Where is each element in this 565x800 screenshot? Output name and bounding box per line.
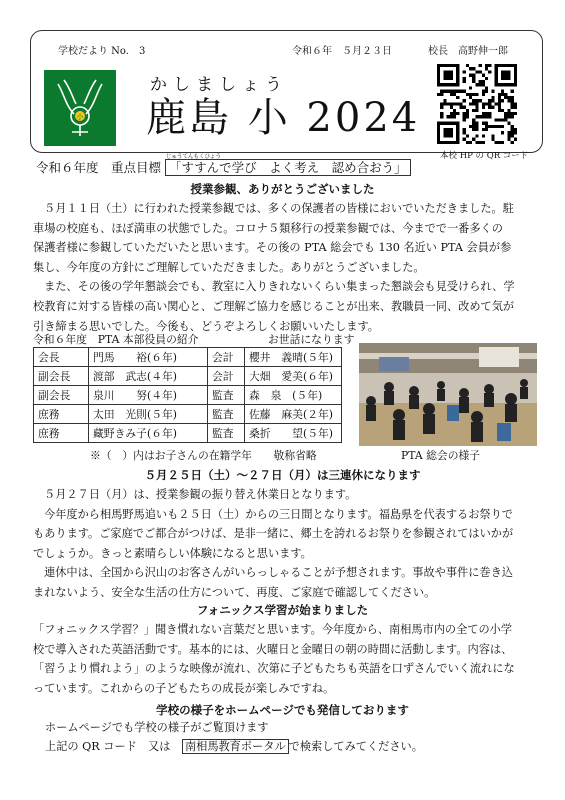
homepage-line: ホームページでも学校の様子がご覧頂けます <box>45 721 269 734</box>
body-line: 保護者様に参観していただいたと思います。その後の PTA 総会でも 130 名近い PTA 会員が参 <box>33 241 512 255</box>
goal-ruby: じゅうてんもくひょう <box>166 154 222 160</box>
section-heading-phonics: フォニックス学習が始まりました <box>196 603 369 617</box>
officers-caption: 令和６年度 PTA 本部役員の紹介 <box>33 333 199 346</box>
body-line: まれないよう、安全な生活の仕方について、再度、ご家庭で確認してください。 <box>33 585 436 599</box>
table-cell: 渡部 武志(４年) <box>89 367 208 386</box>
title-kana: かしましょう <box>150 75 288 95</box>
school-emblem-icon <box>44 70 116 146</box>
body-line: 集し、今年度の方針にご理解していただきました。ありがとうございました。 <box>33 260 425 274</box>
body-line: もあります。ご家庭でご都合がつけば、是非一緒に、郷土を誇れるお祭りを参観されてはいかが <box>33 527 514 541</box>
table-cell: 森 泉 (５年) <box>245 386 342 405</box>
table-cell: 会計 <box>208 367 245 386</box>
body-line: 校で導入された英語活動です。基本的には、火曜日と金曜日の朝の時間に活動します。内容は、 <box>33 642 513 656</box>
principal-name: 校長 高野伸一郎 <box>428 46 508 57</box>
table-cell: 佐藤 麻美(２年) <box>245 405 342 424</box>
table-cell: 監査 <box>208 424 245 443</box>
table-cell: 櫻井 義晴(５年) <box>245 348 342 367</box>
section-body-holidays <box>33 485 538 603</box>
qr-caption: 本校 HP の QR コード <box>440 151 529 161</box>
table-row <box>34 405 342 424</box>
photo-caption: PTA 総会の様子 <box>401 449 481 462</box>
body-line: 「習うより慣れよう」のような映像が流れ、次第に子どもたちも英語を口ずさんでいく流れにな <box>33 662 515 676</box>
table-cell: 監査 <box>208 405 245 424</box>
table-cell: 庶務 <box>34 405 89 424</box>
goal-label: 令和６年度 重点目標 <box>36 160 162 175</box>
table-row <box>34 424 342 443</box>
table-cell: 庶務 <box>34 424 89 443</box>
officers-table <box>33 347 342 443</box>
table-row <box>34 348 342 367</box>
qr-code-icon[interactable] <box>437 64 517 144</box>
search-hint-pre: 上記の QR コード 又は <box>45 740 171 753</box>
table-cell: 副会長 <box>34 367 89 386</box>
pta-meeting-photo <box>359 343 537 446</box>
table-cell: 桑折 望(５年) <box>245 424 342 443</box>
section-body-open-class <box>33 199 538 336</box>
table-cell: 監査 <box>208 386 245 405</box>
body-line: ５月２７日（月）は、授業参観の振り替え休業日となります。 <box>44 488 357 501</box>
section-heading-open-class: 授業参観、ありがとうございました <box>190 182 375 196</box>
portal-link[interactable]: 南相馬教育ポータル <box>182 739 289 754</box>
goal-text: 「すすんで学び よく考え 認め合おう」 <box>165 159 411 176</box>
section-body-phonics <box>33 620 538 698</box>
section-heading-homepage: 学校の様子をホームページでも発信しております <box>156 703 409 717</box>
table-cell: 門馬 裕(６年) <box>89 348 208 367</box>
focus-goal <box>36 158 411 176</box>
body-line: ５月１１日（土）に行われた授業参観では、多くの保護者の皆様においでいただきました。駐 <box>44 202 514 215</box>
body-line: 校教育に対する皆様の高い関心と、ご理解ご協力を感じることが出来、教職員一同、改めて気が <box>33 299 515 313</box>
table-cell: 藏野きみ子(６年) <box>89 424 208 443</box>
table-cell: 太田 光則(５年) <box>89 405 208 424</box>
issue-date: 令和６年 ５月２３日 <box>292 46 392 57</box>
issue-number: 学校だより No. 3 <box>58 46 146 57</box>
table-cell: 大畑 愛美(６年) <box>245 367 342 386</box>
search-hint <box>45 738 423 754</box>
body-line: 今年度から相馬野馬追いも２５日（土）からの三日間となります。福島県を代表するお祭りで <box>44 507 513 521</box>
table-cell: 会長 <box>34 348 89 367</box>
body-line: 「フォニックス学習？」聞き慣れない言葉だと思います。今年度から、南相馬市内の全ての小学 <box>33 623 513 636</box>
search-hint-post: で検索してみてください。 <box>288 740 423 753</box>
section-heading-holidays: ５月２５日（土）～２７日（月）は三連休になります <box>144 468 421 482</box>
officers-note: ※（ ）内はお子さんの在籍学年 敬称省略 <box>90 449 317 462</box>
table-cell: 会計 <box>208 348 245 367</box>
table-cell: 泉川 努(４年) <box>89 386 208 405</box>
table-row <box>34 386 342 405</box>
page-title: 鹿島 小 2024 <box>146 95 421 141</box>
officers-thanks: お世話になります <box>268 333 355 346</box>
body-line: 連休中は、全国から沢山のお客さんがいらっしゃることが予想されます。事故や事件に巻き込 <box>44 566 513 580</box>
body-line: っています。これからの子どもたちの成長が楽しみですね。 <box>33 681 335 695</box>
body-line: 引き締まる思いでした。今後も、どうぞよろしくお願いいたします。 <box>33 319 379 333</box>
svg-text:小: 小 <box>76 113 84 121</box>
body-line: でしょうか。きっと素晴らしい体験になると思います。 <box>33 546 312 560</box>
table-cell: 副会長 <box>34 386 89 405</box>
table-row <box>34 367 342 386</box>
body-line: 車場の校庭も、ほぼ満車の状態でした。コロナ５類移行の授業参観では、今までで一番多くの <box>33 221 503 235</box>
body-line: また、その後の学年懇談会でも、教室に入りきれないくらい集まった懇談会も見受けられ、学 <box>44 280 515 294</box>
